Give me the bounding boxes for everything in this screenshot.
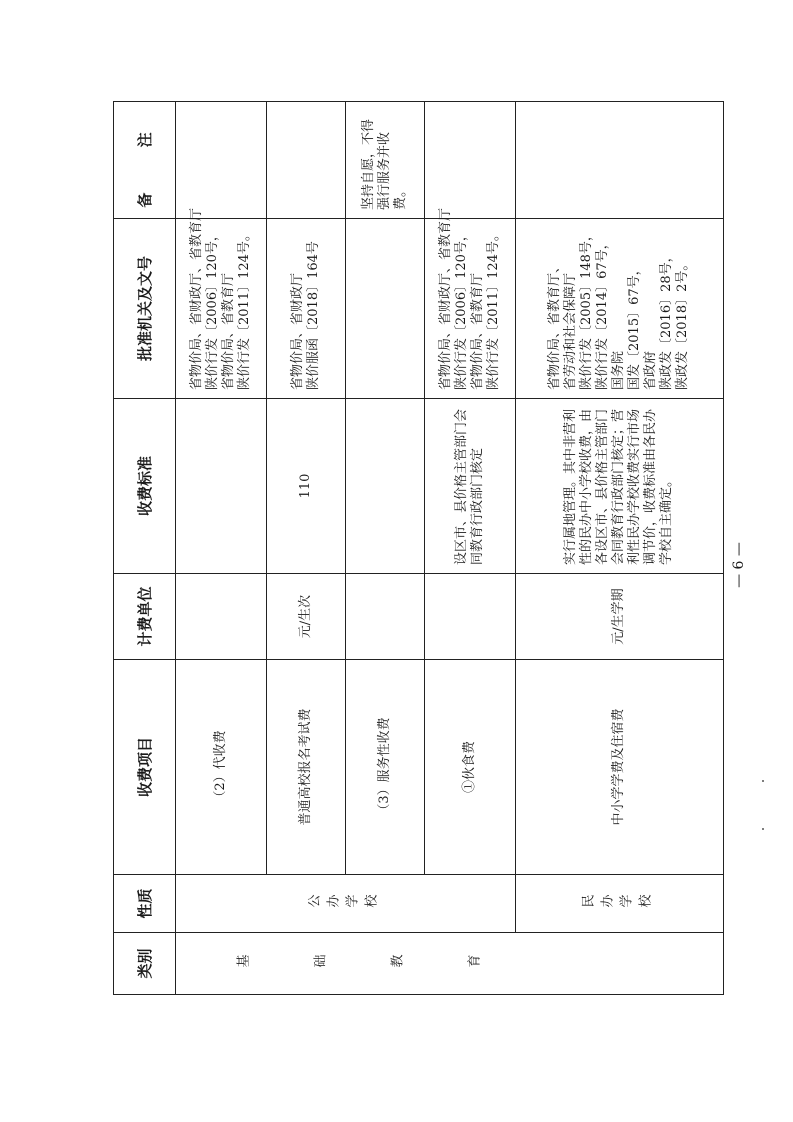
header-nature: 性质	[114, 875, 176, 933]
standard-cell: 设区市、县价格主管部门会同教育行政部门核定	[425, 399, 516, 574]
approval-line: 国发〔2015〕67号，	[627, 262, 643, 390]
header-standard: 收费标准	[114, 399, 176, 574]
nature-private-cell	[515, 875, 723, 933]
approval-cell	[425, 207, 516, 399]
approval-cell	[515, 219, 723, 399]
approval-line: 陕政发〔2016〕28号，	[659, 249, 675, 390]
standard-cell	[345, 399, 424, 574]
remark-cell	[425, 102, 516, 219]
category-char: 育	[467, 955, 480, 971]
scan-speck	[762, 828, 764, 830]
approval-line: 省物价局、省教育厅	[220, 272, 236, 390]
approval-line: 陕政发〔2018〕2号。	[675, 257, 691, 390]
header-category: 类别	[114, 933, 176, 995]
remark-cell: 坚持自愿，不得强行服务并收费。	[345, 102, 424, 219]
approval-line: 省物价局、省财政厅	[289, 272, 305, 390]
approval-line: 省物价局、省财政厅、省教育厅	[188, 207, 204, 390]
unit-cell	[425, 574, 516, 660]
item-cell: ①伙食费	[425, 660, 516, 875]
page-number: — 6 —	[731, 542, 747, 588]
category-char: 础	[313, 955, 326, 971]
item-cell: （3）服务性收费	[345, 660, 424, 875]
approval-cell	[176, 207, 267, 399]
fee-table	[113, 101, 724, 995]
fee-table-rotated	[113, 102, 724, 995]
unit-cell: 元/生学期	[515, 574, 723, 660]
item-cell: 普通高校报名考试费	[266, 660, 345, 875]
approval-cell	[266, 219, 345, 399]
remark-cell	[176, 102, 267, 219]
approval-line: 陕价行发〔2014〕67号，	[595, 236, 611, 390]
table-row	[266, 102, 345, 995]
unit-cell	[176, 574, 267, 660]
item-cell: （2）代收费	[176, 660, 267, 875]
scan-speck	[762, 780, 764, 782]
approval-line: 陕价行发〔2011〕124号。	[485, 228, 501, 390]
approval-line: 陕价行发〔2005〕148号，	[579, 228, 595, 390]
unit-cell: 元/生次	[266, 574, 345, 660]
approval-line: 陕价行发〔2006〕120号，	[453, 228, 469, 390]
standard-cell: 实行属地管理。其中非营利性的民办中小学校收费，由各设区市、县价格主管部门会同教育行政部门核定；营利性民办学校收费实行市场调节价，收费标准由各民办学校自主确定。	[515, 399, 723, 574]
category-char: 教	[390, 955, 403, 971]
category-char: 基	[236, 955, 249, 971]
approval-line: 省物价局、省教育厅	[469, 272, 485, 390]
item-cell: 中小学学费及住宿费	[515, 660, 723, 875]
approval-line: 陕价行发〔2011〕124号。	[236, 228, 252, 390]
remark-cell	[515, 102, 723, 219]
approval-line: 陕价行发〔2006〕120号，	[204, 228, 220, 390]
table-row	[345, 102, 424, 995]
unit-cell	[345, 574, 424, 660]
table-row	[176, 102, 267, 995]
standard-cell	[176, 399, 267, 574]
header-remark: 备 注	[114, 102, 176, 219]
remark-cell	[266, 102, 345, 219]
approval-cell	[345, 219, 424, 399]
approval-line: 省物价局、省教育厅、	[547, 259, 563, 390]
header-item: 收费项目	[114, 660, 176, 875]
nature-public: 公办学校	[307, 895, 384, 911]
header-row	[114, 102, 176, 995]
nature-public-cell	[176, 875, 516, 933]
header-approval: 批准机关及文号	[114, 219, 176, 399]
table-row	[515, 102, 723, 995]
header-unit: 计费单位	[114, 574, 176, 660]
approval-line: 省物价局、省财政厅、省教育厅	[437, 207, 453, 390]
approval-line: 省劳动和社会保障厅	[563, 272, 579, 390]
category-cell	[176, 933, 724, 995]
approval-line: 省政府	[643, 350, 659, 390]
table-row	[425, 102, 516, 995]
approval-line: 陕价服函〔2018〕164号	[305, 241, 321, 390]
standard-cell: 110	[266, 399, 345, 574]
nature-private: 民办学校	[581, 895, 658, 911]
approval-line: 国务院	[611, 350, 627, 390]
